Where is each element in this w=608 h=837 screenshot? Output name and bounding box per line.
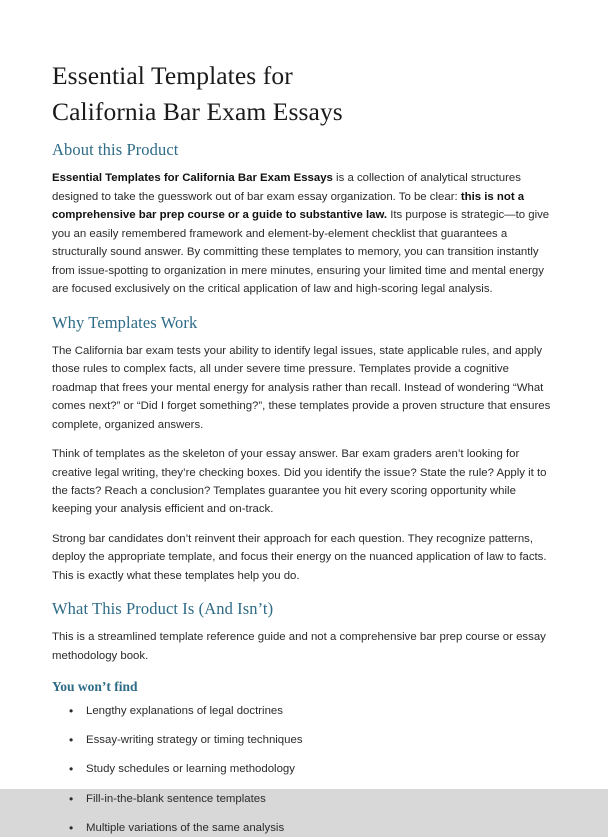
list-item: • Lengthy explanations of legal doctrines	[86, 703, 552, 720]
section-heading-why-templates-work: Why Templates Work	[52, 312, 198, 332]
why-paragraph-2: Think of templates as the skeleton of your essay answer. Bar exam graders aren’t looking for creative legal writing, they’re checking boxes. Did you identify the issue? State the rule? Apply it to the facts? Reach a conclusion? Templates guarantee you hit every scoring opportunity while keeping your analysis efficient and on-track.	[52, 448, 547, 516]
page-title	[52, 58, 552, 130]
you-wont-find-list	[52, 703, 552, 837]
about-paragraph-1: Essential Templates for California Bar Exam Essays is a collection of analytical structures designed to take the guesswork out of bar exam essay organization. To be clear: this is not a comprehensive bar prep course or a guide to substantive law. Its purpose is strategic—to give you an easily remembered framework and element-by-element checklist that guarantees a structurally sound answer. By committing these templates to memory, you can transition instantly from issue-spotting to organization in mere minutes, ensuring your limited time and mental energy are focused exclusively on the critical application of law and high-scoring legal analysis.	[52, 172, 550, 296]
list-item: • Study schedules or learning methodology	[86, 761, 552, 778]
list-item: • Fill-in-the-blank sentence templates	[86, 791, 552, 808]
page-title-line-1: Essential Templates for	[52, 61, 293, 90]
why-paragraph-3: Strong bar candidates don’t reinvent their approach for each question. They recognize patterns, deploy the appropriate template, and focus their energy on the nuanced application of law to facts. This is exactly what these templates help you do.	[52, 532, 547, 582]
section-heading-what-this-product-is: What This Product Is (And Isn’t)	[52, 599, 274, 619]
page-title-line-2: California Bar Exam Essays	[52, 97, 343, 127]
what-paragraph-1: This is a streamlined template reference guide and not a comprehensive bar prep course or essay methodology book.	[52, 631, 546, 662]
list-item: • Essay-writing strategy or timing techniques	[86, 732, 552, 749]
list-item: • Multiple variations of the same analysis	[86, 820, 552, 837]
why-paragraph-1: The California bar exam tests your ability to identify legal issues, state applicable rules, and apply those rules to complex facts, all under severe time pressure. Templates provide a cognitive roadmap that frees your mental energy for analysis rather than recall. Instead of wondering “What comes next?” or “Did I forget something?”, these templates provide a proven structure that ensures complete, organized answers.	[52, 344, 551, 431]
sub-heading-you-wont-find: You won’t find	[52, 679, 138, 695]
section-heading-about: About this Product	[52, 140, 179, 160]
